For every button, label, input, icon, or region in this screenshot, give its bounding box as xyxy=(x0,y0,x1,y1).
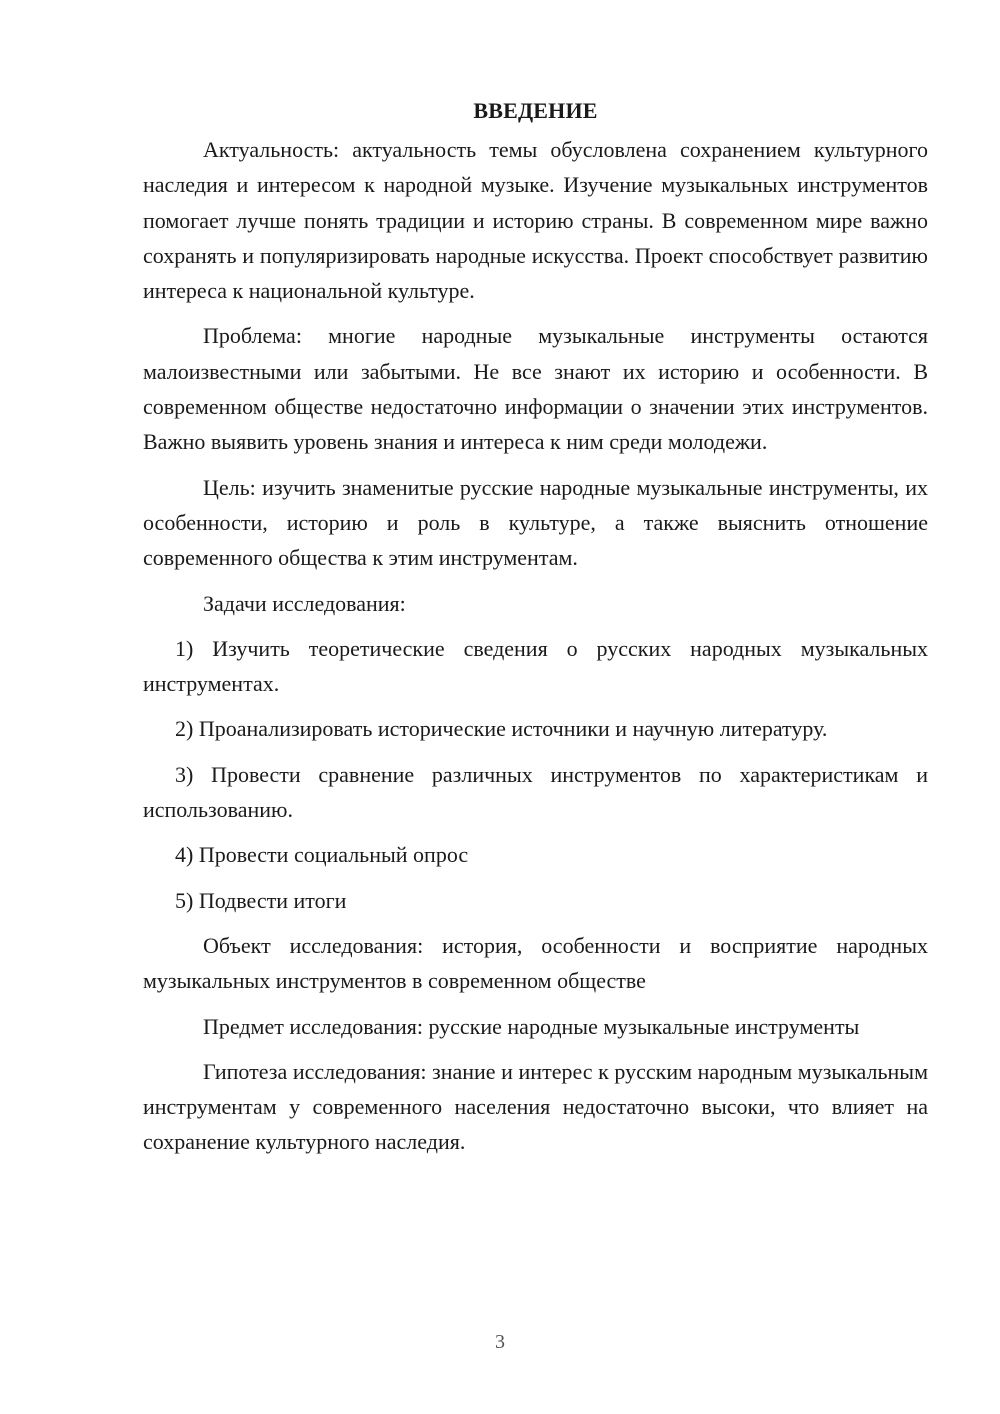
paragraph-goal: Цель: изучить знаменитые русские народные музыкальные инструменты, их особенности, историю и роль в культуре, а также выяснить отношение современного общества к этим инструментам. xyxy=(143,474,928,571)
paragraph-relevance: Актуальность: актуальность темы обусловлена сохранением культурного наследия и интересом к народной музыке. Изучение музыкальных инструментов помогает лучше понять традиции и историю страны. В современном мире важно сохранять и популяризировать народные искусства. Проект способствует развитию интереса к национальной культуре. xyxy=(143,137,928,304)
document-title: ВВЕДЕНИЕ xyxy=(473,98,598,123)
tasks-heading: Задачи исследования: xyxy=(203,590,406,616)
paragraph-hypothesis: Гипотеза исследования: знание и интерес к русским народным музыкальным инструментам у современного населения недостаточно высоки, что влияет на сохранение культурного наследия. xyxy=(143,1058,928,1155)
task-item: 2) Проанализировать исторические источники и научную литературу. xyxy=(175,716,828,742)
paragraph-subject: Предмет исследования: русские народные музыкальные инструменты xyxy=(203,1013,860,1039)
task-item: 4) Провести социальный опрос xyxy=(175,842,469,868)
task-item: 5) Подвести итоги xyxy=(175,887,347,913)
page-number: 3 xyxy=(495,1331,505,1353)
paragraph-object: Объект исследования: история, особенности и восприятие народных музыкальных инструментов в современном обществе xyxy=(143,932,928,994)
task-item: 3) Провести сравнение различных инструментов по характеристикам и использованию. xyxy=(143,761,928,823)
document-page xyxy=(143,93,928,1170)
task-item: 1) Изучить теоретические сведения о русских народных музыкальных инструментах. xyxy=(143,635,928,697)
paragraph-problem: Проблема: многие народные музыкальные инструменты остаются малоизвестными или забытыми. Не все знают их историю и особенности. В современном обществе недостаточно информации о значении этих инструментов. Важно выявить уровень знания и интереса к ним среди молодежи. xyxy=(143,323,928,455)
